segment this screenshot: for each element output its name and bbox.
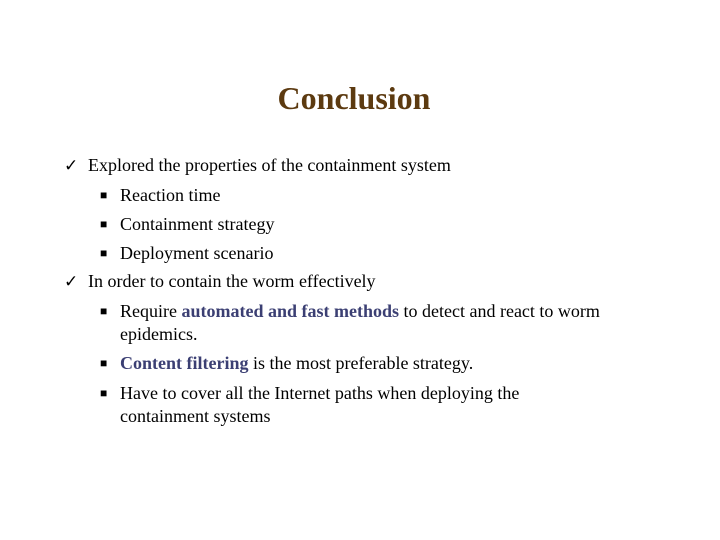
- check-mark-icon: ✓: [64, 156, 79, 175]
- bullet-text: Explored the properties of the containment system: [88, 155, 451, 175]
- slide-title: Conclusion: [277, 80, 431, 116]
- sub-bullet-text: Deployment scenario: [120, 243, 274, 263]
- square-bullet-icon: ■: [100, 356, 108, 370]
- highlighted-phrase: Content filtering: [120, 353, 249, 373]
- text-segment: is the most preferable strategy.: [248, 353, 474, 373]
- sub-bullet-text: Have to cover all the Internet paths when deploying the: [120, 383, 520, 403]
- text-segment: to detect and react to worm: [399, 301, 600, 321]
- sub-bullet-text: containment systems: [120, 406, 271, 426]
- sub-bullet-text: Containment strategy: [120, 214, 275, 234]
- square-bullet-icon: ■: [100, 188, 108, 202]
- square-bullet-icon: ■: [100, 217, 108, 231]
- sub-bullet-text: Reaction time: [120, 185, 221, 205]
- square-bullet-icon: ■: [100, 246, 108, 260]
- sub-bullet-text: epidemics.: [120, 324, 198, 344]
- square-bullet-icon: ■: [100, 304, 108, 318]
- square-bullet-icon: ■: [100, 386, 108, 400]
- bullet-text: In order to contain the worm effectively: [88, 271, 376, 291]
- sub-bullet-text: [120, 352, 473, 375]
- highlighted-phrase: automated and fast methods: [181, 301, 399, 321]
- check-mark-icon: ✓: [64, 272, 79, 291]
- sub-bullet-text: [120, 300, 600, 323]
- text-segment: Require: [120, 301, 182, 321]
